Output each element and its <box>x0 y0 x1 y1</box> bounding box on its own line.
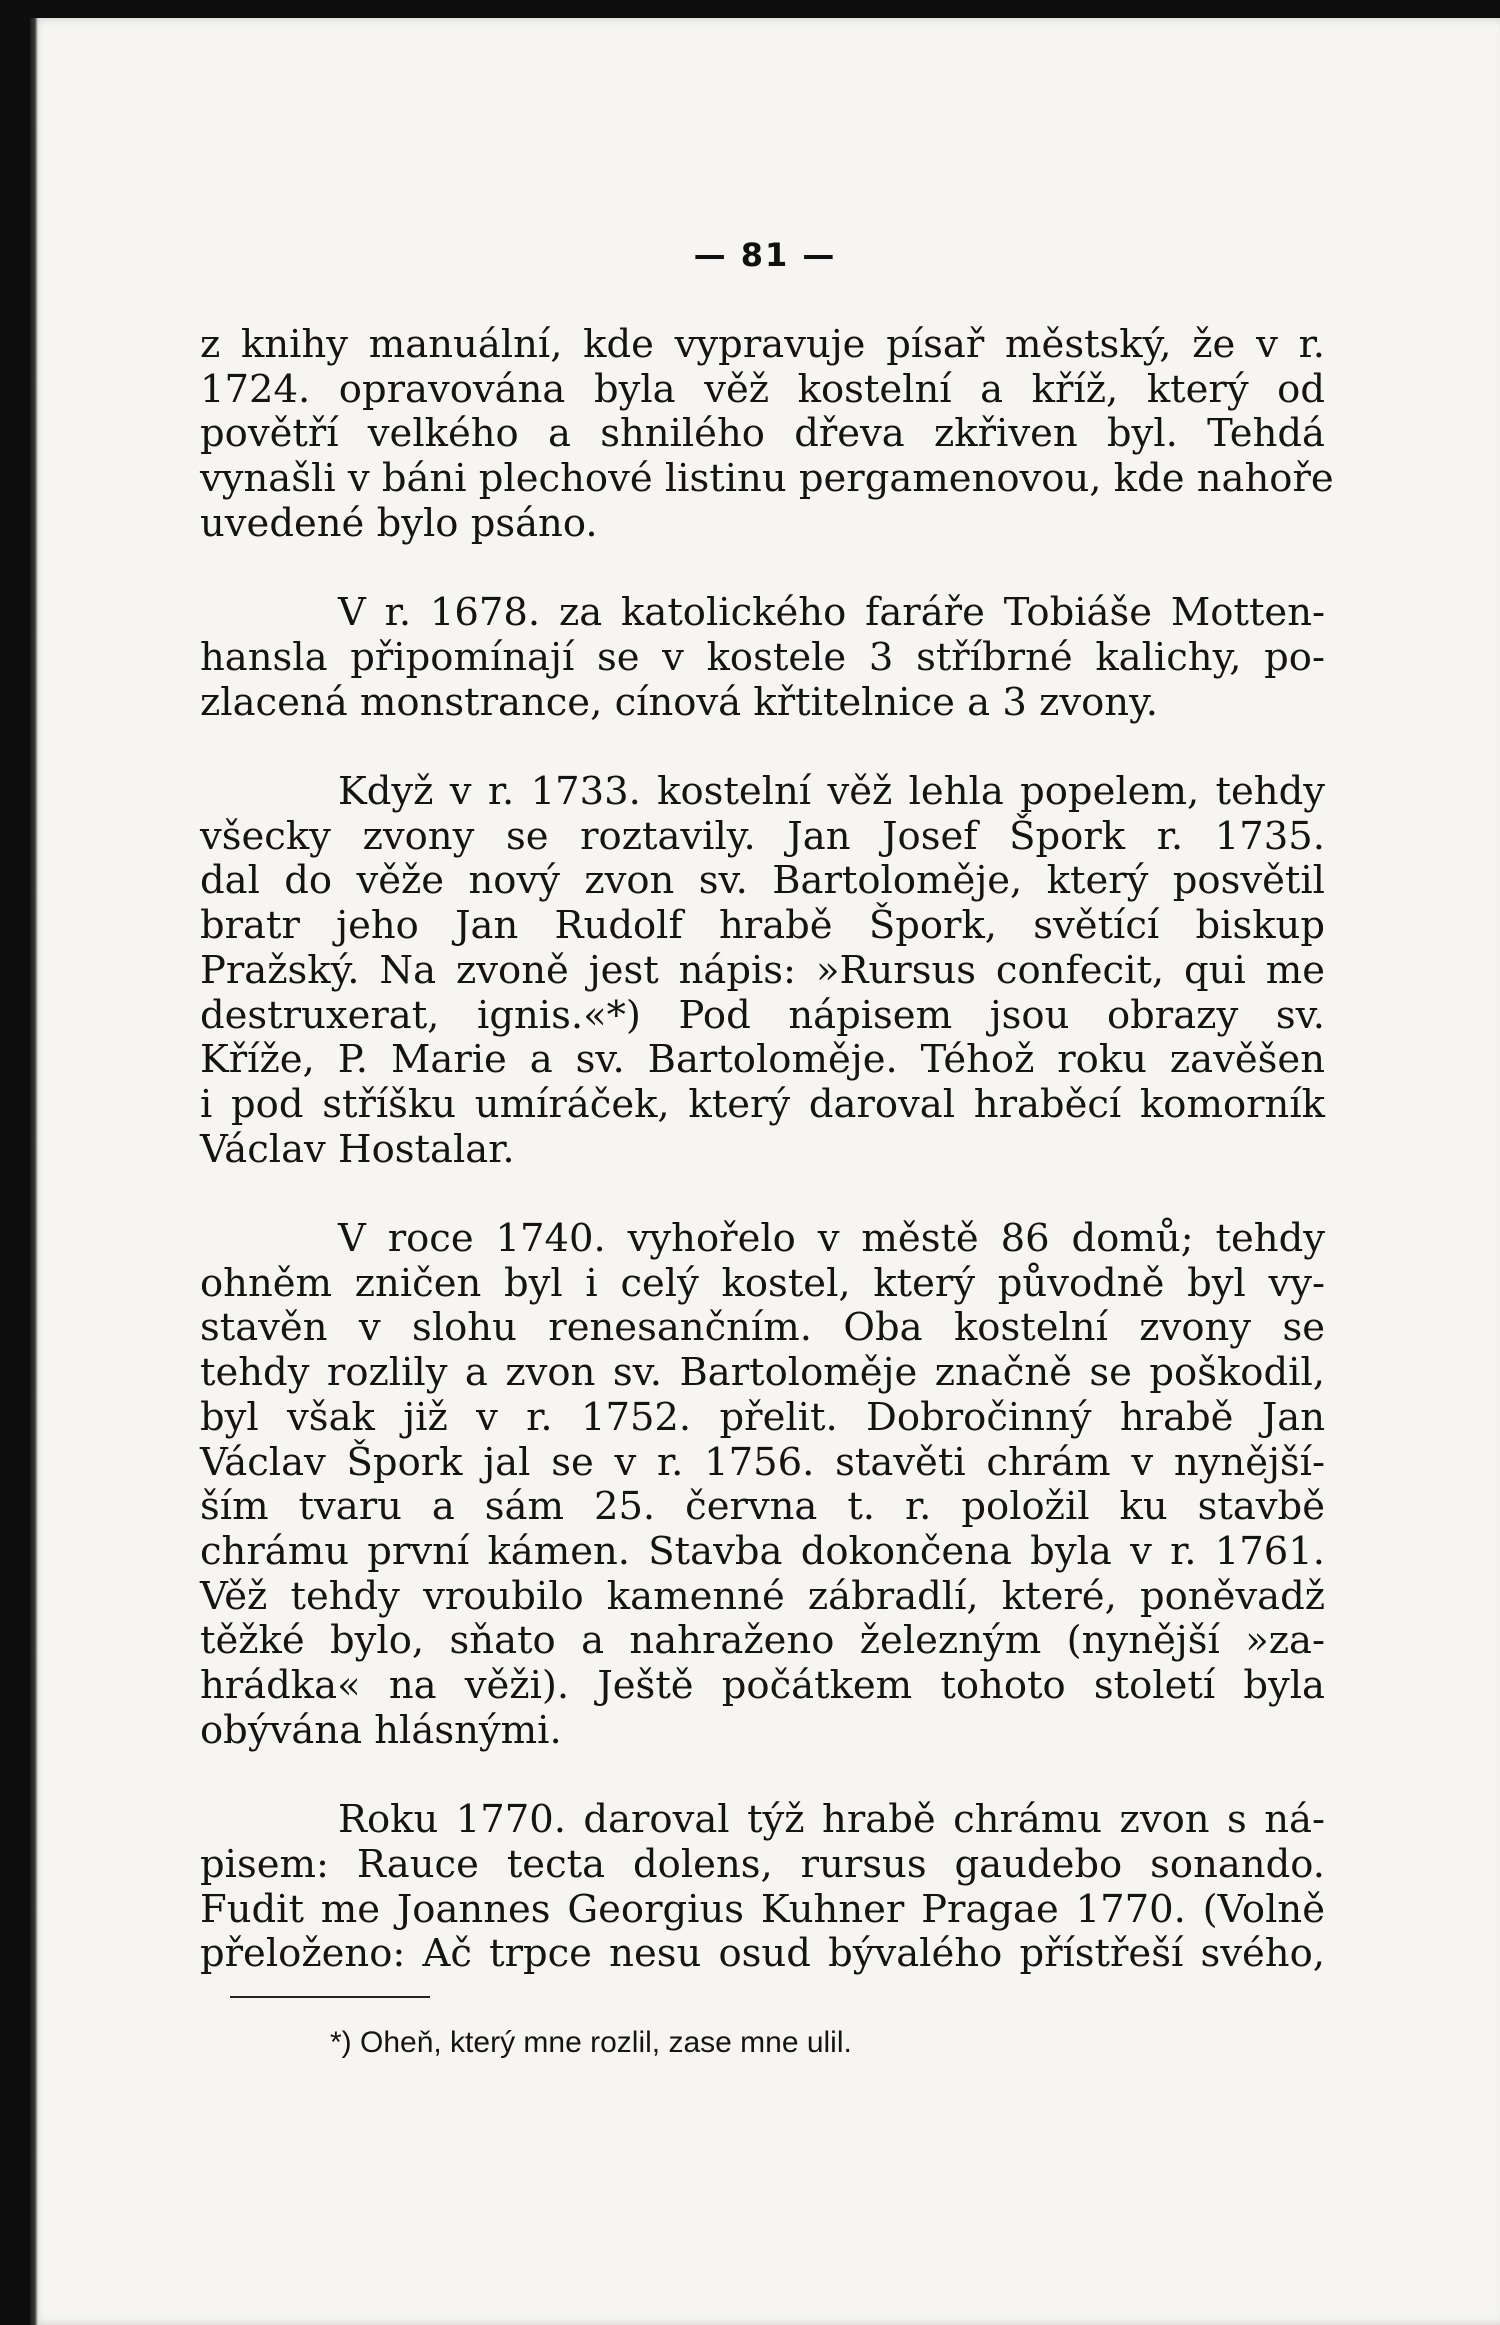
text-line: uvedené bylo psáno. <box>200 500 598 546</box>
text-line: 1724. opravována byla věž kostelní a kříž, který od <box>200 366 1325 412</box>
text-line: hrádka« na věži). Ještě počátkem tohoto století byla <box>200 1663 1325 1709</box>
text-line: V roce 1740. vyhořelo v městě 86 domů; tehdy <box>338 1216 1325 1262</box>
text-line: těžké bylo, sňato a nahraženo železným (nynější »za- <box>200 1618 1325 1664</box>
footnote-divider <box>230 1996 430 1998</box>
text-line: Když v r. 1733. kostelní věž lehla popelem, tehdy <box>338 769 1325 814</box>
paragraph-3 <box>200 770 1325 1172</box>
body-text <box>200 322 1334 1977</box>
text-line: destruxerat, ignis.«*) Pod nápisem jsou obrazy sv. <box>200 992 1325 1038</box>
text-line: bratr jeho Jan Rudolf hrabě Špork, světící biskup <box>200 903 1325 949</box>
text-line: povětří velkého a shnilého dřeva zkřiven byl. Tehdá <box>200 411 1325 457</box>
text-line: stavěn v slohu renesančním. Oba kostelní zvony se <box>200 1305 1325 1351</box>
text-line: zlacená monstrance, cínová křtitelnice a 3 zvony. <box>200 679 1158 725</box>
page-number: — 81 — <box>693 236 837 274</box>
text-line: V r. 1678. za katolického faráře Tobiáše Motten- <box>338 590 1325 636</box>
text-line: všecky zvony se roztavily. Jan Josef Špork r. 1735. <box>200 813 1325 859</box>
text-line: ším tvaru a sám 25. června t. r. položil ku stavbě <box>200 1484 1325 1530</box>
paragraph-1 <box>200 322 1334 547</box>
text-line: Věž tehdy vroubilo kamenné zábradlí, které, poněvadž <box>200 1573 1325 1619</box>
text-line: hansla připomínají se v kostele 3 stříbrné kalichy, po- <box>200 634 1325 680</box>
paragraph-5 <box>200 1798 1325 1977</box>
text-line: ohněm zničen byl i celý kostel, který původně byl vy- <box>200 1260 1325 1306</box>
binding-edge <box>30 18 38 2325</box>
text-line: Václav Hostalar. <box>200 1126 515 1172</box>
footnote: *) Oheň, který mne rozlil, zase mne ulil. <box>330 2026 852 2059</box>
text-line: Kříže, P. Marie a sv. Bartoloměje. Téhož roku zavěšen <box>200 1037 1325 1083</box>
text-line: Fudit me Joannes Georgius Kuhner Pragae 1770. (Volně <box>200 1886 1325 1932</box>
text-line: i pod stříšku umíráček, který daroval hraběcí komorník <box>200 1081 1325 1127</box>
text-line: Pražský. Na zvoně jest nápis: »Rursus confecit, qui me <box>200 947 1325 993</box>
text-line: byl však již v r. 1752. přelit. Dobročinný hrabě Jan <box>200 1394 1325 1440</box>
text-line: Roku 1770. daroval týž hrabě chrámu zvon s ná- <box>338 1797 1325 1843</box>
text-line: tehdy rozlily a zvon sv. Bartoloměje značně se poškodil, <box>200 1350 1325 1396</box>
text-line: přeloženo: Ač trpce nesu osud bývalého přístřeší svého, <box>200 1931 1325 1977</box>
text-line: vynašli v báni plechové listinu pergamenovou, kde nahoře <box>200 456 1334 502</box>
text-line: z knihy manuální, kde vypravuje písař městský, že v r. <box>200 322 1325 367</box>
text-line: chrámu první kámen. Stavba dokončena byla v r. 1761. <box>200 1528 1325 1574</box>
book-page <box>30 18 1500 2325</box>
text-line: Václav Špork jal se v r. 1756. stavěti chrám v nynější- <box>200 1439 1325 1485</box>
text-line: obývána hlásnými. <box>200 1707 562 1753</box>
text-line: pisem: Rauce tecta dolens, rursus gaudebo sonando. <box>200 1841 1325 1887</box>
paragraph-4 <box>200 1217 1325 1753</box>
text-line: dal do věže nový zvon sv. Bartoloměje, který posvětil <box>200 858 1325 904</box>
paragraph-2 <box>200 591 1325 725</box>
